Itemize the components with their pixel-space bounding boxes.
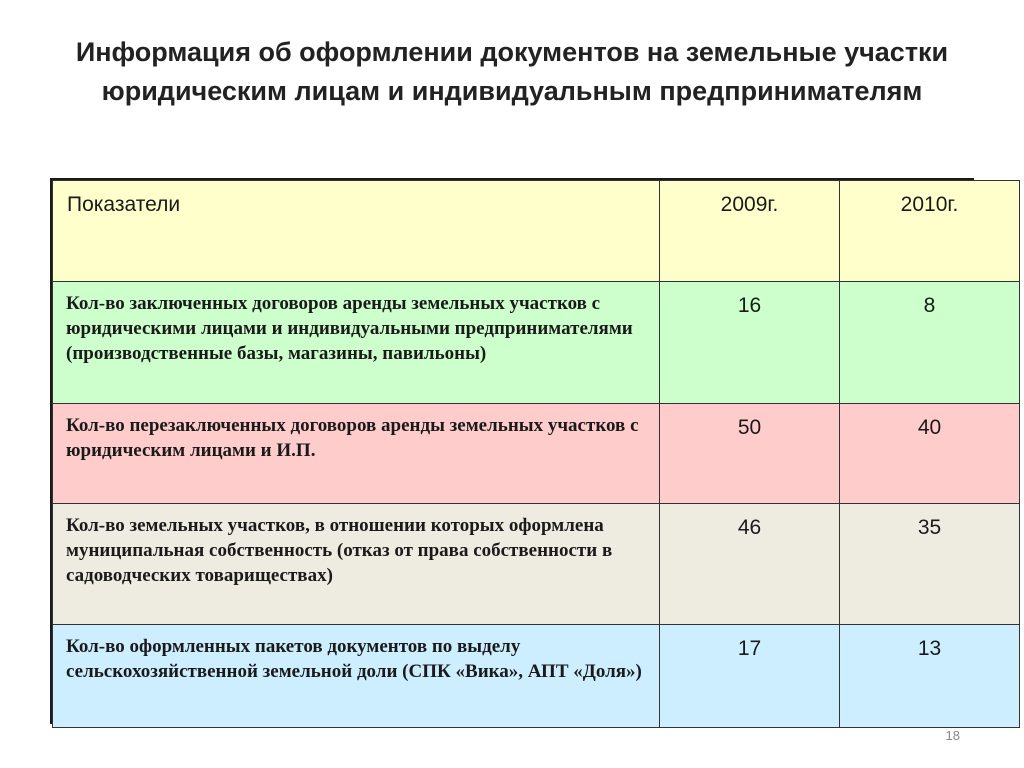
row-label-cell <box>53 404 660 504</box>
row-value-2010: 13 <box>917 637 942 660</box>
row-label-cell <box>53 625 660 728</box>
header-cell-2010 <box>840 181 1020 282</box>
table-row <box>53 625 1020 728</box>
header-year-2010: 2010г. <box>900 193 959 216</box>
row-value-2009: 46 <box>737 516 762 539</box>
row-value-2009: 50 <box>737 416 762 439</box>
table-header-row <box>53 181 1020 282</box>
row-value-cell-2010 <box>840 404 1020 504</box>
header-cell-2009 <box>660 181 840 282</box>
data-table <box>52 180 1020 728</box>
header-label: Показатели <box>67 193 181 216</box>
slide-title: Информация об оформлении документов на земельные участки юридическим лицам и индивидуальным предпринимателям <box>75 37 949 106</box>
row-value-cell-2009 <box>660 282 840 404</box>
header-year-2009: 2009г. <box>720 193 779 216</box>
page-number: 18 <box>945 728 960 743</box>
row-value-2009: 16 <box>737 294 762 317</box>
table-row <box>53 282 1020 404</box>
row-value-cell-2010 <box>840 282 1020 404</box>
table-row <box>53 504 1020 625</box>
row-value-2010: 35 <box>917 516 942 539</box>
data-table-container <box>50 178 974 724</box>
row-value-2009: 17 <box>737 637 762 660</box>
row-value-2010: 8 <box>923 294 936 317</box>
row-value-2010: 40 <box>917 416 942 439</box>
row-value-cell-2009 <box>660 504 840 625</box>
row-label-cell <box>53 504 660 625</box>
row-value-cell-2010 <box>840 625 1020 728</box>
header-cell-indicators <box>53 181 660 282</box>
row-label-cell <box>53 282 660 404</box>
row-value-cell-2010 <box>840 504 1020 625</box>
row-value-cell-2009 <box>660 404 840 504</box>
table-row <box>53 404 1020 504</box>
row-value-cell-2009 <box>660 625 840 728</box>
row-label: Кол-во земельных участков, в отношении которых оформлена муниципальная собственность (отказ от права собственности в садоводческих товариществах) <box>66 515 613 586</box>
row-label: Кол-во оформленных пакетов документов по выделу сельскохозяйственной земельной доли (СПК «Вика», АПТ «Доля») <box>66 636 642 682</box>
row-label: Кол-во перезаключенных договоров аренды земельных участков с юридическим лицами и И.П. <box>66 415 639 461</box>
row-label: Кол-во заключенных договоров аренды земельных участков с юридическими лицами и индивидуальными предпринимателями (производственные базы, магазины, павильоны) <box>66 293 633 364</box>
